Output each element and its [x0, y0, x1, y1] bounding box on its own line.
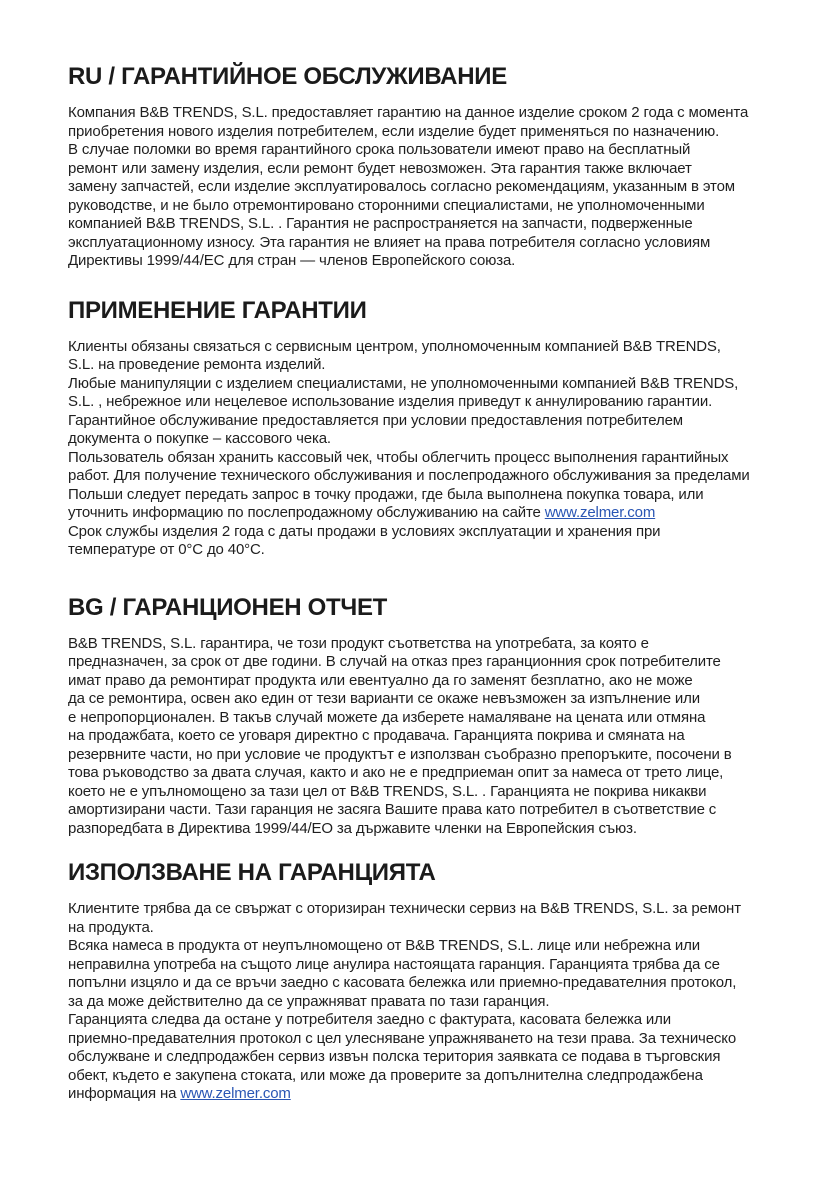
- paragraph-line: B&B TRENDS, S.L. гарантира, че този продукт съответства на употребата, за която е: [68, 634, 649, 652]
- link-line-prefix: информация на: [68, 1085, 181, 1102]
- paragraph-line: документа о покупке – кассового чека.: [68, 430, 331, 447]
- paragraph: [68, 338, 799, 560]
- paragraph-line: эксплуатационному износу. Эта гарантия не влияет на права потребителя согласно условиям: [68, 233, 711, 251]
- section-bg-warranty-usage: [68, 858, 799, 1104]
- paragraph-line: Директивы 1999/44/ЕС для стран — членов Европейского союза.: [68, 252, 516, 269]
- paragraph-line: обслужване и следпродажбен сервиз извън полска територия заявката се подава в търговския: [68, 1048, 721, 1065]
- paragraph-line: S.L. , небрежное или нецелевое использование изделия приведут к аннулированию гарантии.: [68, 393, 713, 410]
- paragraph-line: на продажбата, което се уговаря директно с продавача. Гаранцията покрива и смяната на: [68, 727, 685, 744]
- paragraph-line: е непропорционален. В такъв случай можете да изберете намаляване на цената или отмяна: [68, 708, 706, 726]
- link-line-prefix: уточнить информацию по послепродажному обслуживанию на сайте: [68, 504, 545, 521]
- paragraph: [68, 104, 799, 271]
- paragraph-line: Гарантийное обслуживание предоставляется при условии предоставления потребителем: [68, 411, 683, 429]
- section-heading: BG / ГАРАНЦИОНЕН ОТЧЕТ: [68, 593, 388, 621]
- paragraph-line: Польши следует передать запрос в точку продажи, где была выполнена покупка товара, или: [68, 485, 704, 503]
- zelmer-link[interactable]: www.zelmer.com: [180, 1085, 291, 1102]
- section-heading: ИЗПОЛЗВАНЕ НА ГАРАНЦИЯТА: [68, 859, 436, 886]
- paragraph-line: приобретения нового изделия потребителем, если изделие будет применяться по назначению.: [68, 122, 720, 140]
- paragraph-line: разпоредбата в Директива 1999/44/ЕО за държавите членки на Европейския съюз.: [68, 819, 637, 837]
- paragraph-line: обект, където е закупена стоката, или може да проверите за допълнителна следпродажбена: [68, 1066, 703, 1084]
- paragraph-line: амортизирани части. Тази гаранция не засяга Вашите права като потребител в съответствие с: [68, 801, 717, 818]
- paragraph-line: неправилна употреба на същото лице анулира настоящата гаранция. Гаранцията трябва да се: [68, 955, 720, 973]
- paragraph-line: S.L. на проведение ремонта изделий.: [68, 356, 326, 373]
- section-heading: ПРИМЕНЕНИЕ ГАРАНТИИ: [68, 296, 367, 324]
- paragraph-line: Клиенты обязаны связаться с сервисным центром, уполномоченным компанией B&B TRENDS,: [68, 337, 721, 355]
- paragraph-line: резервните части, но при условие че продуктът е използван съобразно препоръките, посочени в: [68, 745, 732, 763]
- paragraph-line: Срок службы изделия 2 года с даты продажи в условиях эксплуатации и хранения при: [68, 522, 661, 540]
- paragraph-line: ремонт или замену изделия, если ремонт будет невозможен. Эта гарантия также включает: [68, 159, 692, 177]
- paragraph-line-with-link: [68, 504, 799, 523]
- paragraph: [68, 900, 799, 1104]
- paragraph-line: на продукта.: [68, 918, 154, 936]
- paragraph-line: приемно-предавателния протокол с цел улесняване упражняването на тези права. За техническо: [68, 1029, 737, 1047]
- paragraph-line: компанией B&B TRENDS, S.L. . Гарантия не распространяется на запчасти, подверженные: [68, 215, 693, 232]
- paragraph-line: Любые манипуляции с изделием специалистами, не уполномоченными компанией B&B TRENDS,: [68, 374, 739, 392]
- paragraph-line: Гаранцията следва да остане у потребителя заедно с фактурата, касовата бележка или: [68, 1011, 671, 1028]
- paragraph-line: предназначен, за срок от две години. В случай на отказ през гаранционния срок потребителите: [68, 653, 721, 670]
- paragraph-line: работ. Для получение технического обслуживания и послепродажного обслуживания за пределами: [68, 467, 750, 484]
- paragraph: [68, 635, 799, 839]
- paragraph-line: Всяка намеса в продукта от неупълномощено от B&B TRENDS, S.L. лице или небрежна или: [68, 937, 700, 954]
- paragraph-line: това ръководство за двата случая, както и ако не е предприеман опит за намеса от трето лице,: [68, 764, 724, 781]
- section-ru-warranty-service: [68, 62, 799, 271]
- paragraph-line: Компания B&B TRENDS, S.L. предоставляет гарантию на данное изделие сроком 2 года с момента: [68, 104, 749, 121]
- paragraph-line: да се ремонтира, освен ако един от тези варианти се окаже невъзможен за изпълнение или: [68, 690, 700, 707]
- paragraph-line-with-link: [68, 1085, 799, 1104]
- paragraph-line: имат право да ремонтират продукта или евентуално да го заменят безплатно, ако не може: [68, 671, 693, 689]
- section-ru-warranty-application: [68, 296, 799, 560]
- paragraph-line: замену запчастей, если изделие эксплуатировалось согласно рекомендациям, указанным в этом: [68, 178, 735, 195]
- section-heading: RU / ГАРАНТИЙНОЕ ОБСЛУЖИВАНИЕ: [68, 63, 507, 90]
- paragraph-line: Клиентите трябва да се свържат с оторизиран технически сервиз на B&B TRENDS, S.L. за ремонт: [68, 900, 741, 917]
- paragraph-line: руководстве, и не было отремонтировано сторонними специалистами, не уполномоченными: [68, 196, 705, 214]
- paragraph-line: температуре от 0°C до 40°C.: [68, 541, 265, 558]
- paragraph-line: В случае поломки во время гарантийного срока пользователи имеют право на бесплатный: [68, 141, 691, 158]
- paragraph-line: за да може действително да се упражняват правата по тази гаранция.: [68, 992, 550, 1010]
- section-bg-warranty-report: [68, 593, 799, 839]
- paragraph-line: Пользователь обязан хранить кассовый чек, чтобы облегчить процесс выполнения гарантийных: [68, 448, 729, 466]
- paragraph-line: което не е упълномощено за тази цел от B&B TRENDS, S.L. . Гаранцията не покрива никакви: [68, 782, 707, 800]
- zelmer-link[interactable]: www.zelmer.com: [544, 504, 656, 521]
- paragraph-line: попълни изцяло и да се връчи заедно с касовата бележка или приемно-предавателния протокол,: [68, 974, 737, 991]
